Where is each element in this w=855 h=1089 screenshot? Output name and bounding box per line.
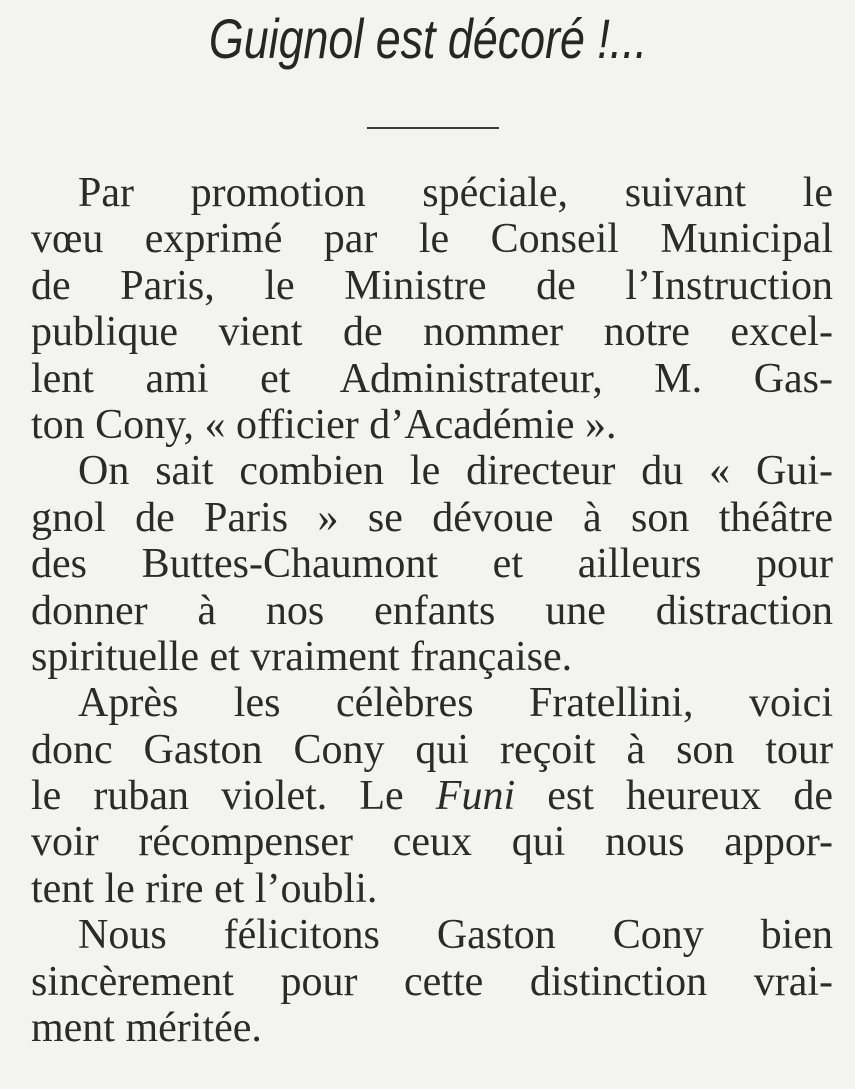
text-line: publique vient de nommer notre excel- bbox=[31, 309, 833, 356]
text-line: Nous félicitons Gaston Cony bien bbox=[78, 912, 833, 959]
text-line: de Paris, le Ministre de l’Instruction bbox=[31, 262, 833, 309]
text-line: donc Gaston Cony qui reçoit à son tour bbox=[31, 726, 833, 773]
text-line: Par promotion spéciale, suivant le bbox=[78, 170, 833, 216]
text-line: des Buttes-Chaumont et ailleurs pour bbox=[31, 541, 833, 588]
text-fragment: est heureux de bbox=[515, 773, 833, 820]
text-line-with-emphasis bbox=[31, 773, 833, 819]
text-line: On sait combien le directeur du « Gui- bbox=[78, 448, 833, 495]
text-line: ment méritée. bbox=[31, 1005, 262, 1052]
paragraph-3 bbox=[31, 680, 833, 912]
text-line: spirituelle et vraiment française. bbox=[31, 633, 573, 680]
title-separator-rule bbox=[367, 127, 499, 129]
article-body bbox=[31, 170, 833, 1051]
paragraph-2 bbox=[31, 448, 833, 680]
text-line: tent le rire et l’oubli. bbox=[31, 865, 378, 912]
text-line: voir récompenser ceux qui nous appor- bbox=[31, 819, 833, 866]
paragraph-4 bbox=[31, 912, 833, 1051]
text-line: gnol de Paris » se dévoue à son théâtre bbox=[31, 494, 833, 541]
text-line: ton Cony, « officier d’Académie ». bbox=[31, 401, 617, 448]
text-line: Après les célèbres Fratellini, voici bbox=[78, 680, 833, 727]
text-line: vœu exprimé par le Conseil Municipal bbox=[31, 216, 833, 263]
text-line: lent ami et Administrateur, M. Gas- bbox=[31, 355, 833, 402]
text-line: donner à nos enfants une distraction bbox=[31, 587, 833, 634]
text-fragment: le ruban violet. Le bbox=[31, 773, 436, 820]
text-line: sincèrement pour cette distinction vrai- bbox=[31, 958, 833, 1005]
paragraph-1 bbox=[31, 170, 833, 448]
publication-name-italic: Funi bbox=[435, 773, 516, 820]
article-title: Guignol est décoré !... bbox=[208, 7, 648, 70]
